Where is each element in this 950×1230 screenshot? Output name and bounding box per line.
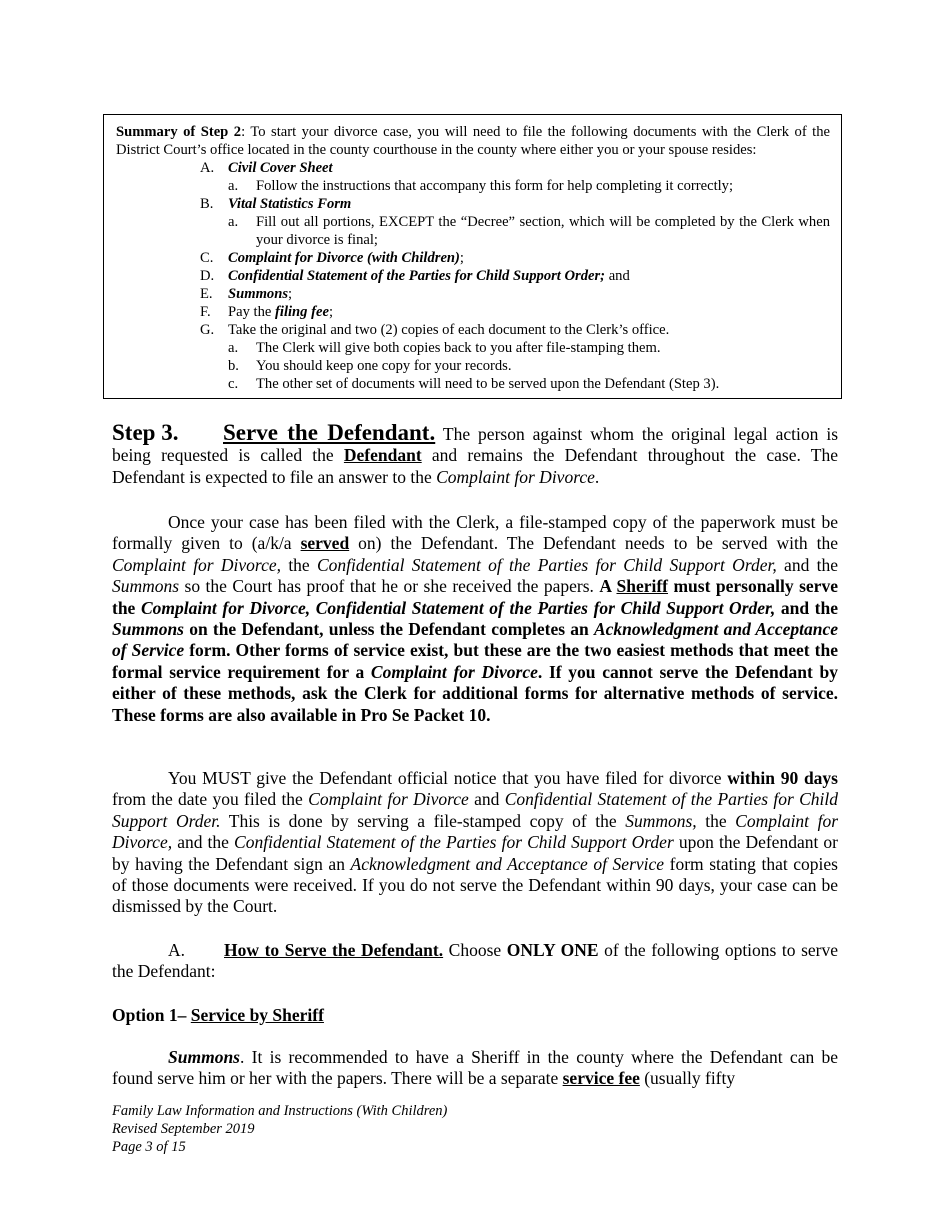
summary-subitem: b. You should keep one copy for your records. [228,358,512,374]
summary-item-g: G. Take the original and two (2) copies of each document to the Clerk’s office. [200,322,670,338]
summary-item-a: A. Civil Cover Sheet [200,160,333,176]
section-a-how-to-serve: A. How to Serve the Defendant. Choose ONLY ONE of the following options to serve the Defendant: [112,940,839,982]
summary-item-c: C. Complaint for Divorce (with Children); [200,250,464,266]
summary-subitem: a. Follow the instructions that accompany this form for help completing it correctly; [228,178,734,194]
paragraph-90-day-notice: You MUST give the Defendant official notice that you have filed for divorce within 90 days from the date you filed the Complaint for Divorce and Confidential Statement of the Parties for Child Support Order. This is done by serving a file-stamped copy of the Summons, the Complaint for Divorce, and the Confidential Statement of the Parties for Child Support Order upon the Defendant or by having the Defendant sign an Acknowledgment and Acceptance of Service form stating that copies of those documents were received. If you do not serve the Defendant within 90 days, your case can be dismissed by the Court. [112,768,839,917]
paragraph-summons-sheriff: Summons. It is recommended to have a Sheriff in the county where the Defendant can be found serve him or her with the papers. There will be a separate service fee (usually fifty [112,1047,838,1089]
step-number: Step 3. [112,420,179,445]
section-a-title: How to Serve the Defendant. [224,940,444,960]
option1-heading: Option 1– Service by Sheriff [112,1005,324,1025]
footer-title: Family Law Information and Instructions (With Children) [112,1103,448,1119]
paragraph-service-requirements: Once your case has been filed with the Clerk, a file-stamped copy of the paperwork must be formally given to (a/k/a served on) the Defendant. The Defendant needs to be served with the Complaint for Divorce, the Confidential Statement of the Parties for Child Support Order, and the Summons so the Court has proof that he or she received the papers. A Sheriff must personally serve the Complaint for Divorce, Confidential Statement of the Parties for Child Support Order, and the Summons on the Defendant, unless the Defendant completes an Acknowledgment and Acceptance of Service form. Other forms of service exist, but these are the two easiest methods that meet the formal service requirement for a Complaint for Divorce. If you cannot serve the Defendant by either of these methods, ask the Clerk for additional forms for alternative methods of service. These forms are also available in Pro Se Packet 10. [112,512,839,725]
summary-subitem: c. The other set of documents will need to be served upon the Defendant (Step 3). [228,376,720,392]
summary-intro: Summary of Step 2: To start your divorce case, you will need to file the following documents with the Clerk of the District Court’s office located in the county courthouse in the county where either you or your spouse resides: [116,124,830,158]
footer-page-number: Page 3 of 15 [112,1139,186,1155]
summary-item-e: E. Summons; [200,286,293,302]
summary-label: Summary of Step 2 [116,124,242,140]
summary-item-d: D. Confidential Statement of the Parties for Child Support Order; and [200,268,630,284]
page-footer [112,1102,447,1156]
footer-revision: Revised September 2019 [112,1121,255,1137]
summary-subitem: a. The Clerk will give both copies back to you after file-stamping them. [228,340,661,356]
summary-item-b: B. Vital Statistics Form [200,196,352,212]
step3-section: Step 3. Serve the Defendant. The person against whom the original legal action is being requested is called the Defendant and remains the Defendant throughout the case. The Defendant is expected to file an answer to the Complaint for Divorce. [112,420,839,487]
step-title: Serve the Defendant. [223,420,436,445]
summary-subitem: a. Fill out all portions, EXCEPT the “Decree” section, which will be completed by the Clerk when your divorce is final; [228,214,830,248]
summary-item-f: F. Pay the filing fee; [200,304,333,320]
summary-box [103,114,842,399]
